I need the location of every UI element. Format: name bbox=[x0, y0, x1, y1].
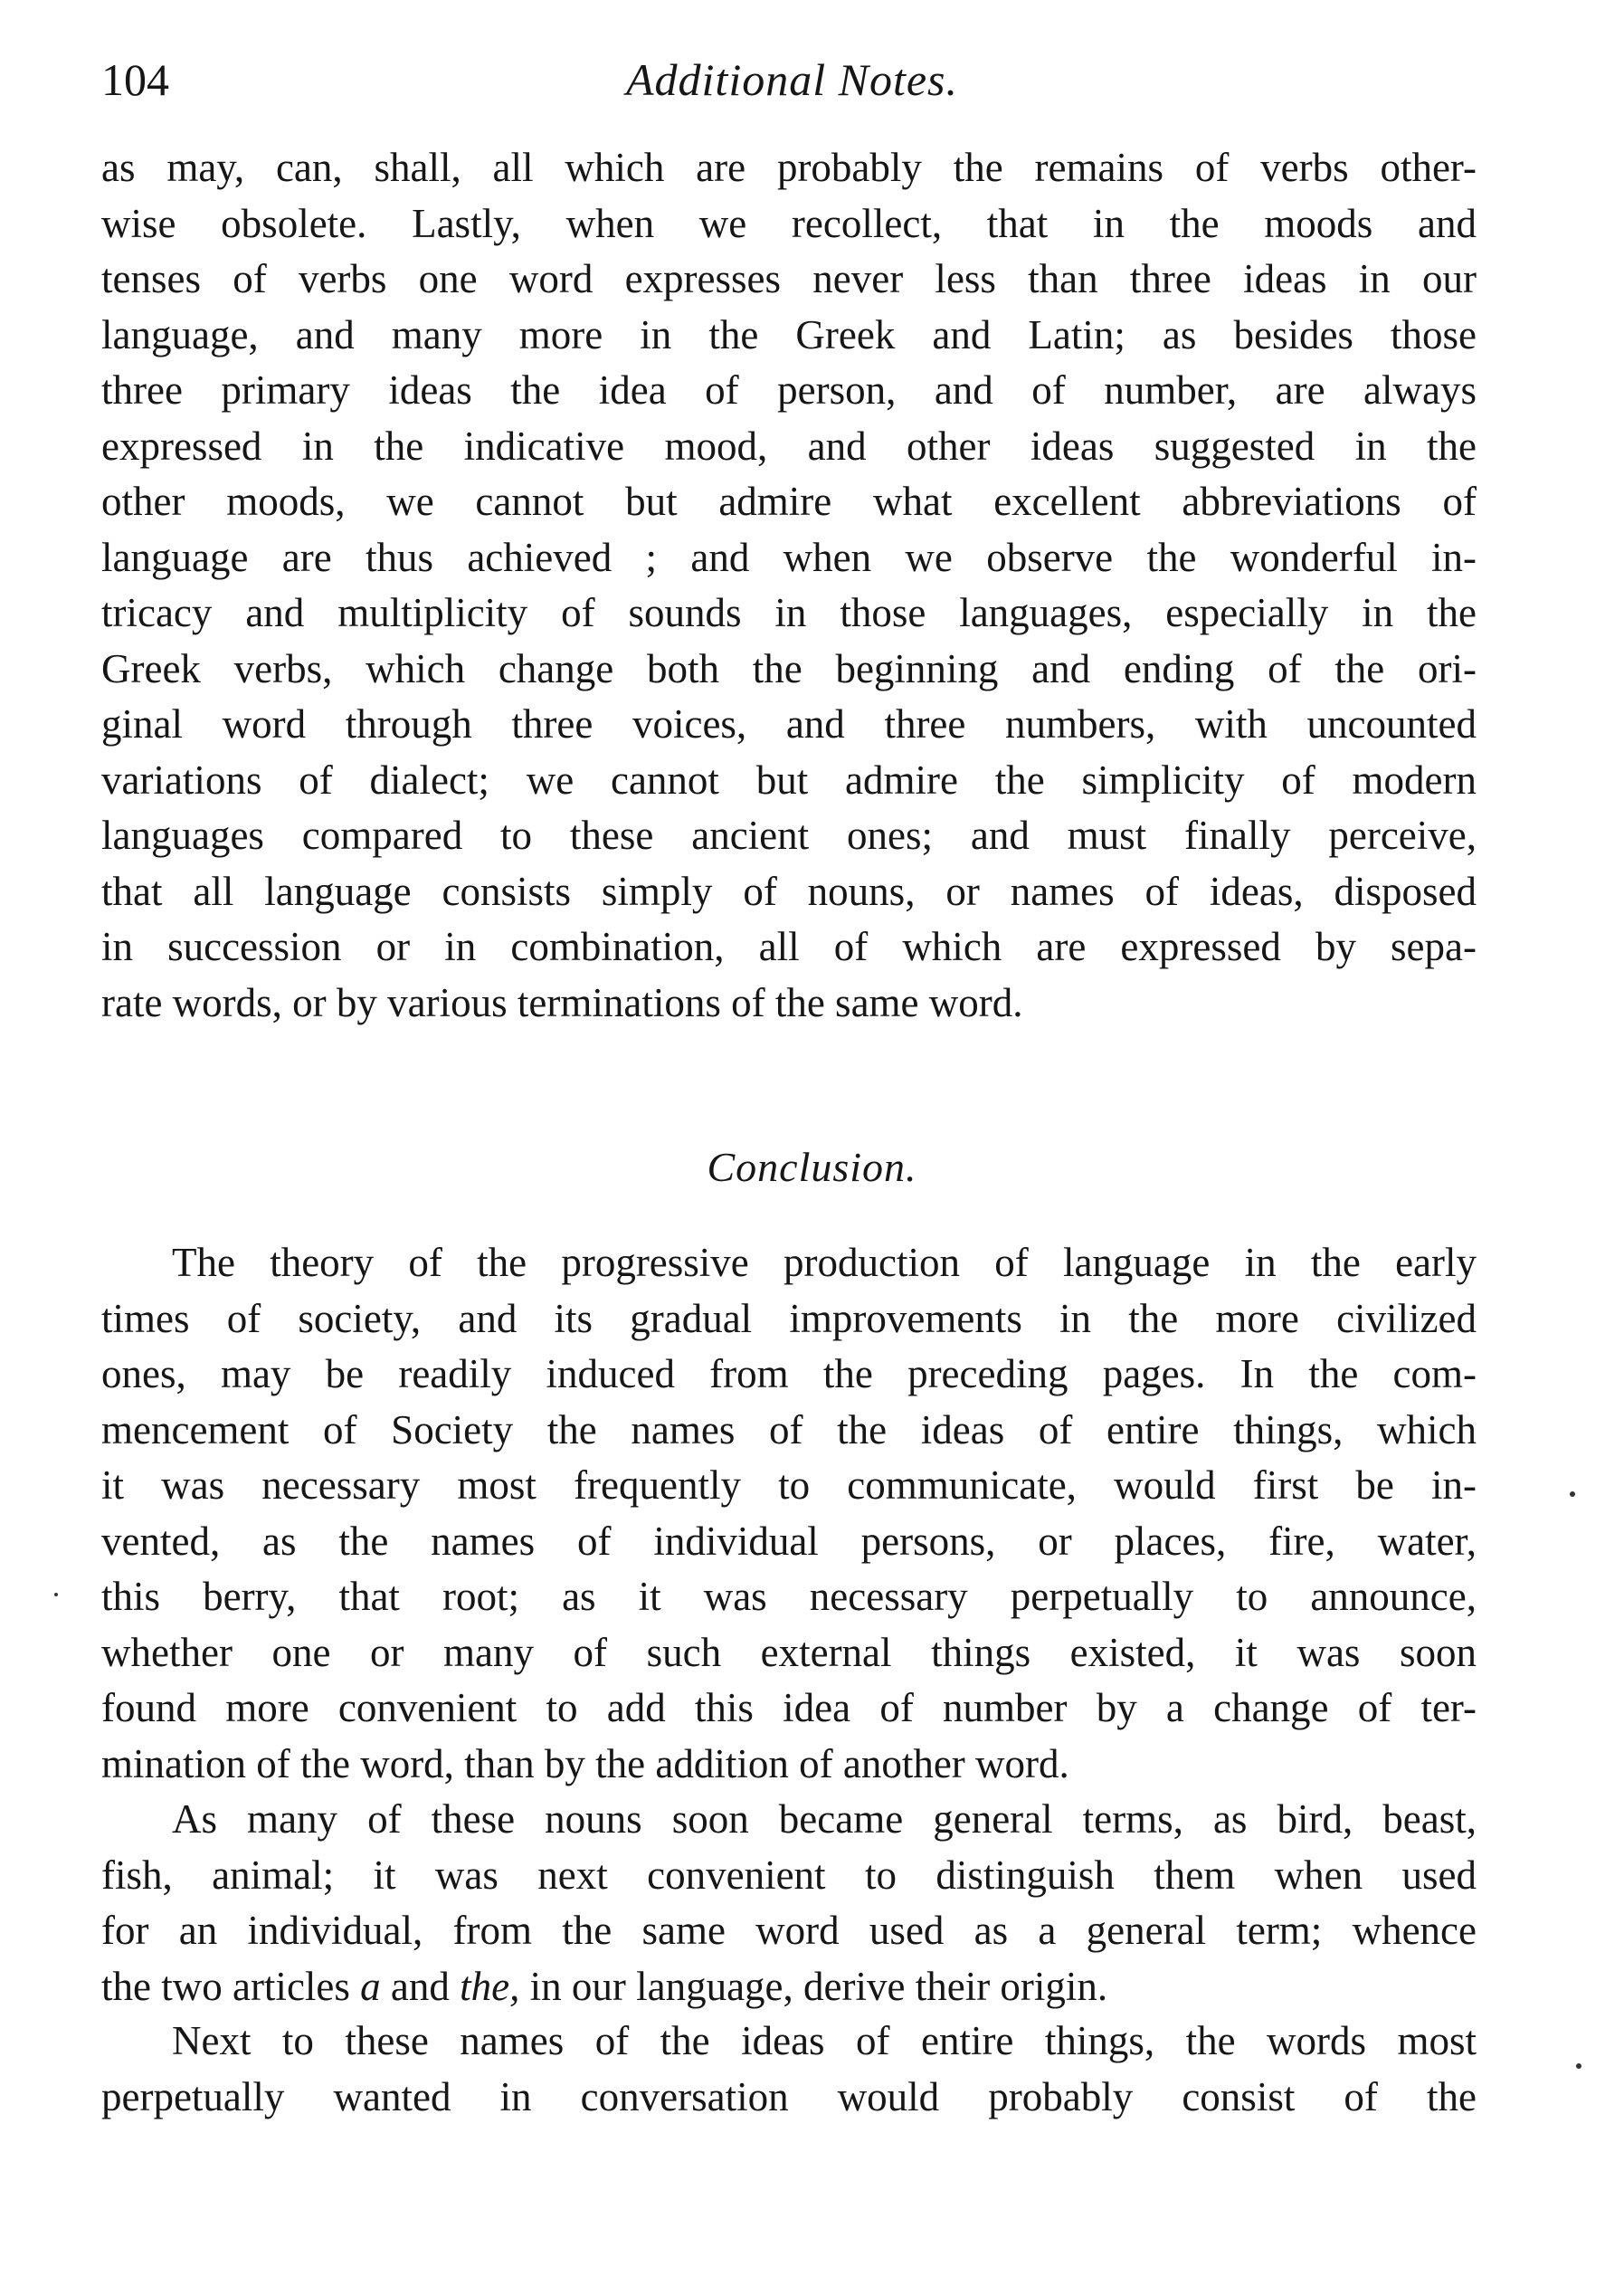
conclusion-paragraph-2 bbox=[101, 1792, 1477, 2014]
text-line: tenses of verbs one word expresses never less than three ideas in our bbox=[101, 256, 1477, 301]
text-line: whether one or many of such external things existed, it was soon bbox=[101, 1629, 1477, 1675]
text-line: language, and many more in the Greek and Latin; as besides those bbox=[101, 311, 1477, 357]
page-number: 104 bbox=[101, 54, 169, 105]
text-line: mination of the word, than by the addition of another word. bbox=[101, 1740, 1069, 1786]
scan-speck bbox=[54, 1593, 58, 1596]
text-line: expressed in the indicative mood, and other ideas suggested in the bbox=[101, 423, 1477, 469]
text-line: variations of dialect; we cannot but admire the simplicity of modern bbox=[101, 757, 1477, 803]
text-fragment: the two articles bbox=[101, 1963, 361, 2009]
scan-speck bbox=[1576, 2063, 1581, 2069]
text-line: ones, may be readily induced from the preceding pages. In the com- bbox=[101, 1351, 1477, 1396]
text-line: this berry, that root; as it was necessary perpetually to announce, bbox=[101, 1574, 1477, 1619]
text-line: Greek verbs, which change both the beginning and ending of the ori- bbox=[101, 645, 1477, 691]
running-title: Additional Notes. bbox=[626, 54, 958, 105]
text-fragment: in our language, derive their origin. bbox=[519, 1963, 1108, 2009]
scan-speck bbox=[1570, 1491, 1575, 1497]
text-line: The theory of the progressive production of language in the early bbox=[172, 1240, 1477, 1285]
text-line: fish, animal; it was next convenient to distinguish them when used bbox=[101, 1852, 1477, 1898]
text-line: three primary ideas the idea of person, and of number, are always bbox=[101, 367, 1477, 413]
text-line: it was necessary most frequently to communicate, would first be in- bbox=[101, 1462, 1477, 1508]
text-line: for an individual, from the same word used as a general term; whence bbox=[101, 1908, 1477, 1953]
text-line: As many of these nouns soon became general terms, as bird, beast, bbox=[172, 1796, 1477, 1842]
italic-article-a: a bbox=[360, 1963, 381, 2009]
conclusion-paragraph-1 bbox=[101, 1235, 1477, 1792]
section-heading: Conclusion. bbox=[707, 1144, 917, 1190]
text-line: mencement of Society the names of the ideas of entire things, which bbox=[101, 1406, 1477, 1452]
text-line: vented, as the names of individual persons, or places, fire, water, bbox=[101, 1518, 1477, 1564]
text-line: rate words, or by various terminations of the same word. bbox=[101, 979, 1023, 1025]
continued-paragraph bbox=[101, 140, 1477, 1031]
text-line: times of society, and its gradual improvements in the more civilized bbox=[101, 1295, 1477, 1341]
text-fragment: and bbox=[380, 1963, 461, 2009]
text-line: that all language consists simply of nouns, or names of ideas, disposed bbox=[101, 868, 1477, 914]
text-line: as may, can, shall, all which are probably the remains of verbs other- bbox=[101, 145, 1477, 190]
text-line: Next to these names of the ideas of entire things, the words most bbox=[172, 2018, 1477, 2063]
text-line: tricacy and multiplicity of sounds in those languages, especially in the bbox=[101, 590, 1477, 635]
text-line: found more convenient to add this idea of number by a change of ter- bbox=[101, 1685, 1477, 1730]
text-line: perpetually wanted in conversation would probably consist of the bbox=[101, 2073, 1477, 2119]
italic-article-the: the, bbox=[460, 1963, 520, 2009]
text-line bbox=[101, 1959, 1477, 2015]
text-line: ginal word through three voices, and three numbers, with uncounted bbox=[101, 701, 1477, 747]
conclusion-paragraph-3 bbox=[101, 2014, 1477, 2125]
text-line: wise obsolete. Lastly, when we recollect, that in the moods and bbox=[101, 200, 1477, 246]
text-line: language are thus achieved ; and when we observe the wonderful in- bbox=[101, 534, 1477, 580]
page-header bbox=[101, 43, 1481, 116]
text-line: other moods, we cannot but admire what excellent abbreviations of bbox=[101, 479, 1477, 524]
text-line: languages compared to these ancient ones; and must finally perceive, bbox=[101, 813, 1477, 858]
text-line: in succession or in combination, all of which are expressed by sepa- bbox=[101, 924, 1477, 969]
